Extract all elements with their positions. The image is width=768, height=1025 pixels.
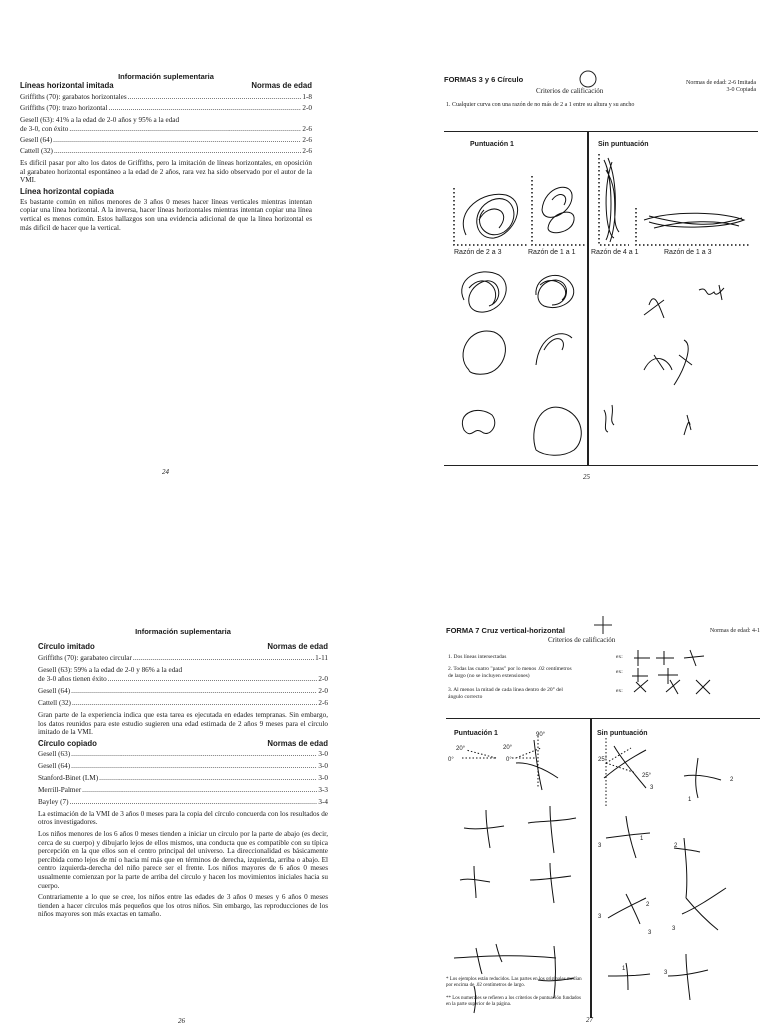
ex-label: ex: bbox=[616, 669, 623, 675]
criteria-heading: Criterios de calificación bbox=[536, 87, 604, 95]
criterion-mark: 2 bbox=[674, 843, 678, 849]
paragraph: Gran parte de la experiencia indica que esta tarea es ejecutada en edades tempranas. Sin embargo, los datos reunidos para este estudio sugieren una edad estimada de 2 años 9 meses para el círculo imitado de la VMI. bbox=[38, 711, 328, 737]
angle-label: 20° bbox=[456, 746, 466, 752]
page-24-header bbox=[20, 81, 312, 90]
criterion: 1. Dos líneas intersectadas bbox=[448, 654, 507, 660]
paragraph: La estimación de la VMI de 3 años 0 meses para la copia del círculo concuerda con los resultados de otros investigadores. bbox=[38, 809, 328, 827]
page-26-header bbox=[38, 642, 328, 651]
angle-label: 90° bbox=[536, 732, 546, 738]
norm-row: Gesell (63) ..... 3-0 bbox=[38, 750, 328, 759]
header-left: Círculo copiado bbox=[38, 738, 97, 748]
norm-row: Stanford-Binet (LM) ..... 3-0 bbox=[38, 774, 328, 783]
paragraph: Es difícil pasar por alto los datos de Griffiths, pero la imitación de líneas horizontales, en oposición al garabateo horizontal espontáneo a la edad de 2 años, rara vez ha sido observado por el autor de la VMI. bbox=[20, 159, 312, 185]
criterion-mark: 3 bbox=[598, 914, 602, 920]
noscore-label: Sin puntuación bbox=[597, 730, 648, 737]
header-right: Normas de edad bbox=[251, 81, 312, 90]
ratio-label: Razón de 1 a 1 bbox=[528, 249, 576, 256]
page-26-title: Información suplementaria bbox=[135, 627, 231, 636]
norm-row: Gesell (63): 59% a la edad de 2-0 y 86% a la edad bbox=[38, 666, 183, 674]
circle-drawings bbox=[444, 140, 764, 460]
criterion-mark: 3 bbox=[648, 930, 652, 936]
cross-examples bbox=[630, 648, 750, 718]
ex-label: ex: bbox=[616, 654, 623, 660]
angle-label: 0° bbox=[448, 757, 454, 763]
norm-row: Bayley (7) ..... 3-4 bbox=[38, 798, 328, 807]
score-label: Puntuación 1 bbox=[470, 141, 514, 148]
angle-label: 25° bbox=[642, 773, 652, 779]
criterion: 2. Todas las cuatro "patas" por lo menos .02 centímetros de largo (no se incluyen extensiones) bbox=[448, 666, 572, 679]
norm-row: de 3-0, con éxito ..... 2-6 bbox=[20, 125, 312, 134]
criterion-mark: 3 bbox=[650, 785, 654, 791]
criterion-mark: 3 bbox=[672, 926, 676, 932]
angle-label: 20° bbox=[503, 745, 513, 751]
footnote: * Los ejemplos están reducidos. Las partes en los originales medían por encima de .02 centímetros de largo. bbox=[446, 977, 582, 988]
criterion-mark: 1 bbox=[640, 836, 644, 842]
paragraph: Contrariamente a lo que se cree, los niños entre las edades de 3 años 0 meses y 6 años 0 meses tienden a hacer círculos más pequeños que los otros niños. Sin embargo, las reproducciones de los niños mayores son más exactas en tamaño. bbox=[38, 893, 328, 919]
norm-row: Cattell (32) ..... 2-6 bbox=[20, 147, 312, 156]
criterion-mark: 1 bbox=[688, 797, 692, 803]
criterion-mark: 2 bbox=[730, 777, 734, 783]
ratio-label: Razón de 2 a 3 bbox=[454, 249, 502, 256]
score-label: Puntuación 1 bbox=[454, 730, 498, 737]
page-24 bbox=[20, 72, 312, 232]
page-27-title: FORMA 7 Cruz vertical-horizontal bbox=[446, 626, 565, 635]
circle-shape-icon bbox=[578, 70, 598, 88]
criterion: 1. Cualquier curva con una razón de no más de 2 a 1 entre su altura y su ancho bbox=[446, 102, 635, 108]
norm-row: Gesell (64) ..... 2-0 bbox=[38, 687, 328, 696]
age-norms: Normas de edad: 2-6 Imitada 3-0 Copiada bbox=[686, 80, 756, 93]
page-number: 26 bbox=[178, 1017, 185, 1025]
norm-row: Gesell (64) ..... 2-6 bbox=[20, 136, 312, 145]
ratio-label: Razón de 1 a 3 bbox=[664, 249, 712, 256]
header-left: Círculo imitado bbox=[38, 642, 95, 651]
header-right: Normas de edad bbox=[267, 738, 328, 748]
ratio-label: Razón de 4 a 1 bbox=[591, 249, 639, 256]
noscore-label: Sin puntuación bbox=[598, 141, 649, 148]
criterion-mark: 1 bbox=[622, 966, 626, 972]
age-norms: Normas de edad: 4-1 bbox=[709, 628, 760, 634]
angle-label: 0° bbox=[506, 757, 512, 763]
norm-row: Griffiths (70): garabatos horizontales ..... 1-8 bbox=[20, 93, 312, 102]
criterion: 3. Al menos la mitad de cada línea dentro de 20° del ángulo correcto bbox=[448, 687, 563, 700]
norm-row: Merrill-Palmer ..... 3-3 bbox=[38, 786, 328, 795]
criteria-heading: Criterios de calificación bbox=[548, 636, 616, 644]
criterion-mark: 2 bbox=[646, 902, 650, 908]
header-left: Líneas horizontal imitada bbox=[20, 81, 114, 90]
header-right: Normas de edad bbox=[267, 642, 328, 651]
ex-label: ex: bbox=[616, 688, 623, 694]
cross-drawings bbox=[446, 718, 766, 1018]
section-heading bbox=[38, 739, 328, 748]
page-26 bbox=[38, 627, 328, 919]
page-number: 27 bbox=[586, 1016, 593, 1024]
paragraph: Los niños menores de los 6 años 0 meses tienden a iniciar un círculo por la parte de abajo (es decir, cerca de su cuerpo) y dibujarlo lejos de ellos mismos, una conducta que es compatible con su típica percepción en la que ellos son el centro principal del universo. La direccionalidad es básicamente percibida como lejos de mí o hacia mí más que en términos de derecha, izquierda, arriba o abajo. El centro izquierda-derecha del niño parece ser el frente. Los niños mayores de 6 años 0 meses usualmente comienzan por la parte de arriba del círculo y hacen los movimientos iniciales hacia su cuerpo. bbox=[38, 829, 328, 890]
page-number: 24 bbox=[162, 468, 169, 476]
page-25-title: FORMAS 3 y 6 Círculo bbox=[444, 75, 524, 84]
norm-row: Griffiths (70): trazo horizontal ..... 2-0 bbox=[20, 104, 312, 113]
norm-row: Gesell (63): 41% a la edad de 2-0 años y 95% a la edad bbox=[20, 116, 180, 124]
page-24-title: Información suplementaria bbox=[118, 72, 214, 81]
cross-shape-icon bbox=[594, 616, 612, 634]
section-heading: Línea horizontal copiada bbox=[20, 186, 114, 196]
angle-label: 25° bbox=[598, 757, 608, 763]
page-number: 25 bbox=[583, 473, 590, 481]
norm-row: de 3-0 años tienen éxito ..... 2-0 bbox=[38, 675, 328, 684]
paragraph: Es bastante común en niños menores de 3 años 0 meses hacer líneas verticales mientras intentan copiar una línea horizontal. A la inversa, hacer líneas horizontales mientras intentan copiar una línea vertical es menos común. Estos hallazgos son una evidencia adicional de que la línea horizontal es más difícil de hacer que la vertical. bbox=[20, 197, 312, 232]
norm-row: Gesell (64) ..... 3-0 bbox=[38, 762, 328, 771]
footnote: ** Los numerales se refieren a los criterios de puntuación fundados en la parte superior de la página. bbox=[446, 996, 581, 1007]
norm-row: Griffiths (70): garabateo circular ..... 1-11 bbox=[38, 654, 328, 663]
norm-row: Cattell (32) ..... 2-6 bbox=[38, 699, 328, 708]
criterion-mark: 3 bbox=[664, 970, 668, 976]
criterion-mark: 3 bbox=[598, 843, 602, 849]
